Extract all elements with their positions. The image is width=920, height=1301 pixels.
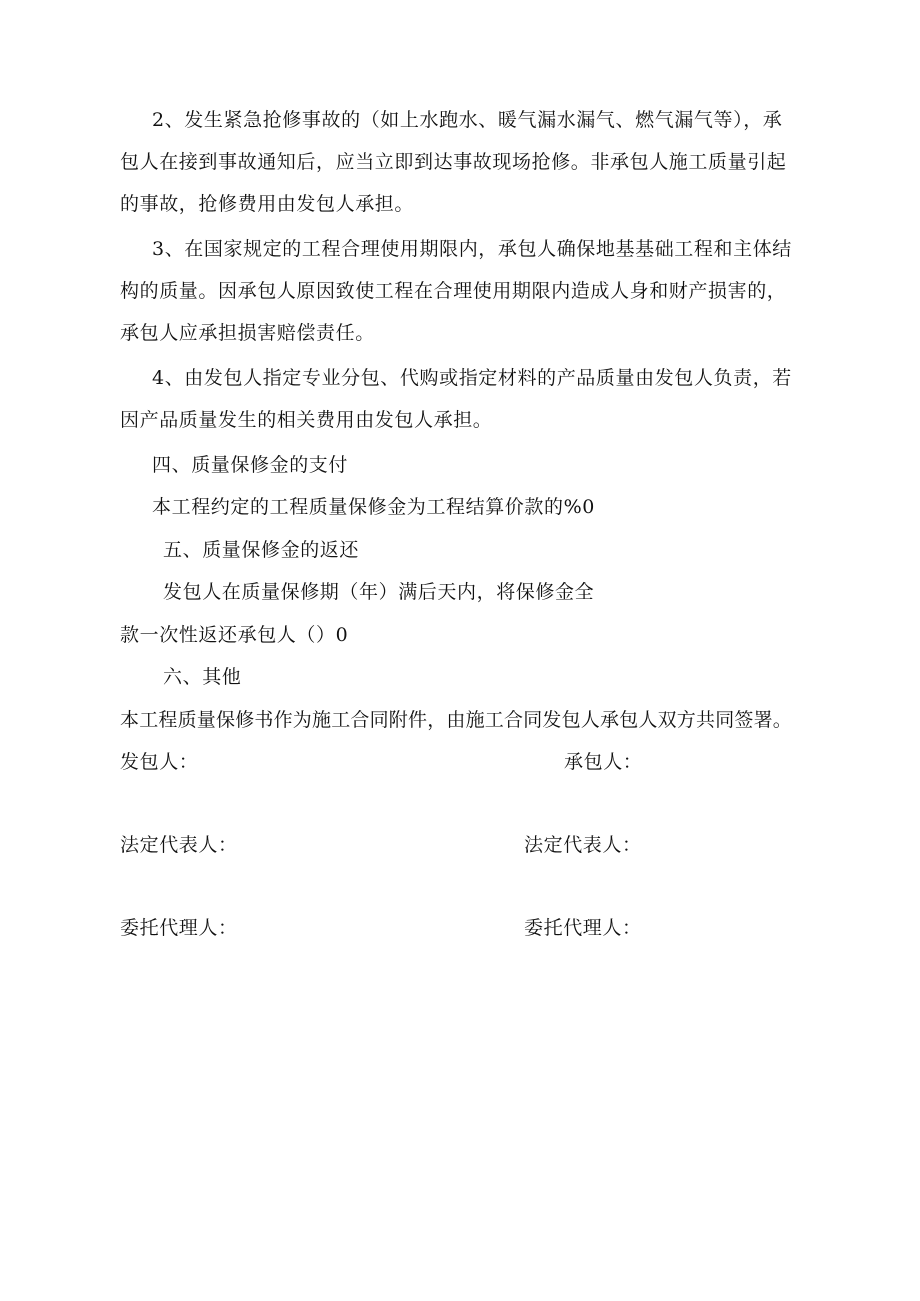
item3-line-2: 构的质量。因承包人原因致使工程在合理使用期限内造成人身和财产损害的， [120,280,787,302]
section4-body: 本工程约定的工程质量保修金为工程结算价款的%0 [152,496,595,518]
item2-line-3: 的事故，抢修费用由发包人承担。 [120,193,415,215]
item3-line-3: 承包人应承担损害赔偿责任。 [120,322,375,344]
signature-left-representative: 法定代表人： [120,834,238,856]
signature-left-party: 发包人： [120,751,199,773]
signature-right-party: 承包人： [564,751,643,773]
section5-body-line-2: 款一次性返还承包人（）0 [120,624,349,646]
section4-heading: 四、质量保修金的支付 [152,454,349,476]
item4-line-1: 4、由发包人指定专业分包、代购或指定材料的产品质量由发包人负责，若 [152,367,792,389]
section6-body: 本工程质量保修书作为施工合同附件，由施工合同发包人承包人双方共同签署。 [120,709,793,731]
item3-line-1: 3、在国家规定的工程合理使用期限内，承包人确保地基基础工程和主体结 [152,238,792,260]
signature-right-representative: 法定代表人： [524,834,642,856]
signature-right-agent: 委托代理人： [524,917,642,939]
item4-line-2: 因产品质量发生的相关费用由发包人承担。 [120,409,493,431]
item2-line-2: 包人在接到事故通知后，应当立即到达事故现场抢修。非承包人施工质量引起 [120,151,787,173]
item2-line-1: 2、发生紧急抢修事故的（如上水跑水、暖气漏水漏气、燃气漏气等），承 [152,109,783,131]
section5-heading: 五、质量保修金的返还 [163,539,360,561]
section6-heading: 六、其他 [163,666,242,688]
section5-body-line-1: 发包人在质量保修期（年）满后天内，将保修金全 [163,581,595,603]
signature-left-agent: 委托代理人： [120,917,238,939]
